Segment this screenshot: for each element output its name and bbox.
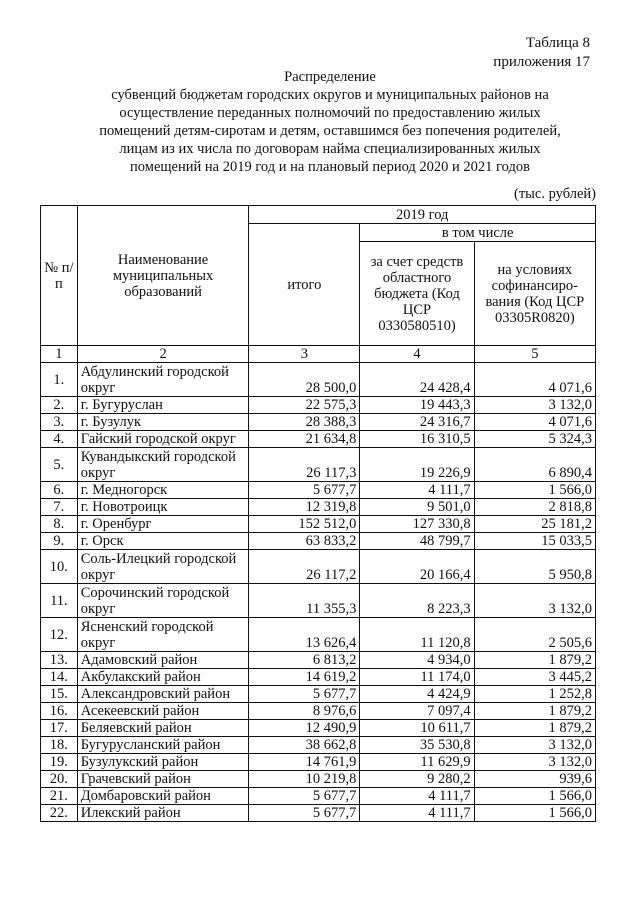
total-amount: 63 833,2	[249, 533, 360, 550]
col-header-no: № п/п	[41, 206, 78, 346]
row-number: 12.	[41, 618, 78, 652]
table-row	[41, 618, 596, 652]
total-amount: 11 355,3	[249, 584, 360, 618]
col-header-cofinancing: на условиях софинансиро-вания (Код ЦСР 03305R0820)	[474, 242, 595, 346]
regional-amount: 9 501,0	[360, 499, 474, 516]
municipality-name: г. Орск	[77, 533, 249, 550]
col-number: 4	[360, 346, 474, 363]
cofinancing-amount: 1 252,8	[474, 686, 595, 703]
table-row	[41, 363, 596, 397]
municipality-name: Абдулинский городской округ	[77, 363, 249, 397]
municipality-name: Грачевский район	[77, 771, 249, 788]
total-amount: 38 662,8	[249, 737, 360, 754]
table-row	[41, 652, 596, 669]
table-row	[41, 431, 596, 448]
total-amount: 14 761,9	[249, 754, 360, 771]
table-row	[41, 754, 596, 771]
col-header-year: 2019 год	[249, 206, 596, 224]
subsidy-table	[40, 205, 596, 822]
row-number: 15.	[41, 686, 78, 703]
regional-amount: 11 120,8	[360, 618, 474, 652]
municipality-name: Акбулакский район	[77, 669, 249, 686]
row-number: 7.	[41, 499, 78, 516]
col-number: 1	[41, 346, 78, 363]
regional-amount: 4 111,7	[360, 482, 474, 499]
row-number: 6.	[41, 482, 78, 499]
cofinancing-amount: 3 132,0	[474, 397, 595, 414]
cofinancing-amount: 2 505,6	[474, 618, 595, 652]
table-row	[41, 686, 596, 703]
regional-amount: 35 530,8	[360, 737, 474, 754]
row-number: 18.	[41, 737, 78, 754]
row-number: 4.	[41, 431, 78, 448]
cofinancing-amount: 25 181,2	[474, 516, 595, 533]
document-caption	[70, 68, 590, 176]
regional-amount: 11 174,0	[360, 669, 474, 686]
total-amount: 13 626,4	[249, 618, 360, 652]
col-number: 3	[249, 346, 360, 363]
row-number: 2.	[41, 397, 78, 414]
unit-label: (тыс. рублей)	[514, 186, 596, 202]
municipality-name: Бузулукский район	[77, 754, 249, 771]
total-amount: 22 575,3	[249, 397, 360, 414]
municipality-name: Гайский городской округ	[77, 431, 249, 448]
regional-amount: 48 799,7	[360, 533, 474, 550]
row-number: 3.	[41, 414, 78, 431]
municipality-name: Соль-Илецкий городской округ	[77, 550, 249, 584]
table-row	[41, 584, 596, 618]
total-amount: 12 490,9	[249, 720, 360, 737]
table-row	[41, 771, 596, 788]
total-amount: 5 677,7	[249, 482, 360, 499]
cofinancing-amount: 939,6	[474, 771, 595, 788]
cofinancing-amount: 1 879,2	[474, 720, 595, 737]
row-number: 5.	[41, 448, 78, 482]
table-row	[41, 448, 596, 482]
regional-amount: 4 111,7	[360, 788, 474, 805]
cofinancing-amount: 3 132,0	[474, 754, 595, 771]
table-row	[41, 533, 596, 550]
cofinancing-amount: 15 033,5	[474, 533, 595, 550]
municipality-name: г. Оренбург	[77, 516, 249, 533]
regional-amount: 24 316,7	[360, 414, 474, 431]
municipality-name: Адамовский район	[77, 652, 249, 669]
cofinancing-amount: 3 445,2	[474, 669, 595, 686]
caption-line: субвенций бюджетам городских округов и муниципальных районов на	[111, 87, 549, 103]
cofinancing-amount: 5 324,3	[474, 431, 595, 448]
row-number: 11.	[41, 584, 78, 618]
row-number: 13.	[41, 652, 78, 669]
municipality-name: г. Бугуруслан	[77, 397, 249, 414]
total-amount: 28 500,0	[249, 363, 360, 397]
municipality-name: г. Медногорск	[77, 482, 249, 499]
municipality-name: Домбаровский район	[77, 788, 249, 805]
caption-line: помещений детям-сиротам и детям, оставшимся без попечения родителей,	[99, 123, 561, 139]
municipality-name: Александровский район	[77, 686, 249, 703]
regional-amount: 24 428,4	[360, 363, 474, 397]
col-number: 2	[77, 346, 249, 363]
municipality-name: Илекский район	[77, 805, 249, 822]
municipality-name: г. Бузулук	[77, 414, 249, 431]
municipality-name: Сорочинский городской округ	[77, 584, 249, 618]
cofinancing-amount: 4 071,6	[474, 414, 595, 431]
total-amount: 14 619,2	[249, 669, 360, 686]
cofinancing-amount: 1 879,2	[474, 703, 595, 720]
row-number: 1.	[41, 363, 78, 397]
cofinancing-amount: 3 132,0	[474, 584, 595, 618]
table-row	[41, 397, 596, 414]
municipality-name: г. Новотроицк	[77, 499, 249, 516]
regional-amount: 4 424,9	[360, 686, 474, 703]
caption-line: помещений на 2019 год и на плановый период 2020 и 2021 годов	[130, 159, 530, 175]
regional-amount: 8 223,3	[360, 584, 474, 618]
table-row	[41, 805, 596, 822]
caption-line: Распределение	[284, 69, 376, 85]
table-row	[41, 550, 596, 584]
regional-amount: 127 330,8	[360, 516, 474, 533]
table-row	[41, 788, 596, 805]
row-number: 10.	[41, 550, 78, 584]
table-row	[41, 669, 596, 686]
cofinancing-amount: 1 566,0	[474, 482, 595, 499]
col-header-name: Наименование муниципальных образований	[77, 206, 249, 346]
regional-amount: 10 611,7	[360, 720, 474, 737]
appendix-label: приложения 17	[493, 54, 590, 70]
col-number: 5	[474, 346, 595, 363]
row-number: 22.	[41, 805, 78, 822]
caption-line: лицам из их числа по договорам найма специализированных жилых	[119, 141, 541, 157]
table-row	[41, 482, 596, 499]
table-row	[41, 720, 596, 737]
cofinancing-amount: 4 071,6	[474, 363, 595, 397]
total-amount: 26 117,2	[249, 550, 360, 584]
total-amount: 26 117,3	[249, 448, 360, 482]
row-number: 17.	[41, 720, 78, 737]
total-amount: 5 677,7	[249, 788, 360, 805]
municipality-name: Ясненский городской округ	[77, 618, 249, 652]
total-amount: 12 319,8	[249, 499, 360, 516]
cofinancing-amount: 1 879,2	[474, 652, 595, 669]
table-row	[41, 737, 596, 754]
caption-line: осуществление переданных полномочий по предоставлению жилых	[119, 105, 541, 121]
regional-amount: 16 310,5	[360, 431, 474, 448]
table-row	[41, 414, 596, 431]
total-amount: 21 634,8	[249, 431, 360, 448]
regional-amount: 9 280,2	[360, 771, 474, 788]
row-number: 16.	[41, 703, 78, 720]
cofinancing-amount: 1 566,0	[474, 788, 595, 805]
row-number: 21.	[41, 788, 78, 805]
total-amount: 5 677,7	[249, 805, 360, 822]
municipality-name: Асекеевский район	[77, 703, 249, 720]
regional-amount: 19 226,9	[360, 448, 474, 482]
row-number: 14.	[41, 669, 78, 686]
table-row	[41, 703, 596, 720]
cofinancing-amount: 3 132,0	[474, 737, 595, 754]
total-amount: 5 677,7	[249, 686, 360, 703]
col-header-including: в том числе	[360, 224, 596, 242]
municipality-name: Беляевский район	[77, 720, 249, 737]
total-amount: 10 219,8	[249, 771, 360, 788]
regional-amount: 4 934,0	[360, 652, 474, 669]
cofinancing-amount: 2 818,8	[474, 499, 595, 516]
col-header-total: итого	[249, 224, 360, 346]
table-row	[41, 516, 596, 533]
cofinancing-amount: 1 566,0	[474, 805, 595, 822]
total-amount: 6 813,2	[249, 652, 360, 669]
total-amount: 8 976,6	[249, 703, 360, 720]
regional-amount: 4 111,7	[360, 805, 474, 822]
municipality-name: Бугурусланский район	[77, 737, 249, 754]
total-amount: 152 512,0	[249, 516, 360, 533]
total-amount: 28 388,3	[249, 414, 360, 431]
regional-amount: 20 166,4	[360, 550, 474, 584]
regional-amount: 11 629,9	[360, 754, 474, 771]
regional-amount: 7 097,4	[360, 703, 474, 720]
row-number: 8.	[41, 516, 78, 533]
table-label: Таблица 8	[525, 35, 590, 51]
row-number: 9.	[41, 533, 78, 550]
regional-amount: 19 443,3	[360, 397, 474, 414]
row-number: 20.	[41, 771, 78, 788]
cofinancing-amount: 6 890,4	[474, 448, 595, 482]
table-row	[41, 499, 596, 516]
row-number: 19.	[41, 754, 78, 771]
cofinancing-amount: 5 950,8	[474, 550, 595, 584]
col-header-regional: за счет средств областного бюджета (Код ЦСР 0330580510)	[360, 242, 474, 346]
municipality-name: Кувандыкский городской округ	[77, 448, 249, 482]
